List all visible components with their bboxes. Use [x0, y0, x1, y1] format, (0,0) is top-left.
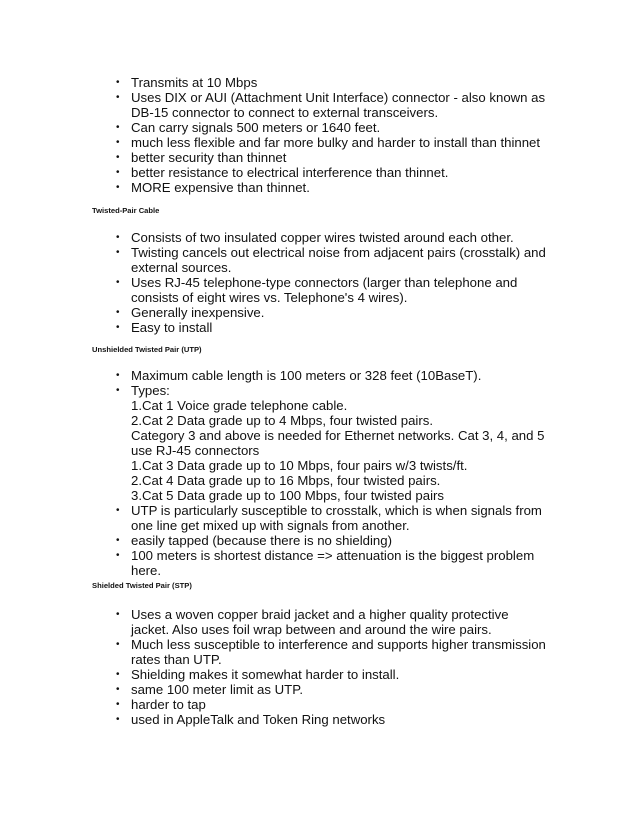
bullet-icon: •	[116, 535, 120, 546]
list-item	[116, 503, 546, 533]
bullet-icon: •	[116, 505, 120, 516]
list-item-text: Uses RJ-45 telephone-type connectors (larger than telephone and consists of eight wires vs. Telephone's 4 wires).	[131, 275, 518, 305]
list-item	[116, 180, 546, 195]
list-item-text: easily tapped (because there is no shielding)	[131, 533, 392, 548]
list-item-text: much less flexible and far more bulky and harder to install than thinnet	[131, 135, 541, 150]
bullet-icon: •	[116, 122, 120, 133]
thicknet-list	[116, 75, 546, 195]
list-item	[116, 533, 546, 548]
bullet-icon: •	[116, 684, 120, 695]
list-item	[116, 305, 546, 320]
list-item	[116, 245, 546, 275]
list-item	[116, 120, 546, 135]
stp-list	[116, 607, 546, 727]
list-item	[116, 165, 546, 180]
list-item-text: Uses a woven copper braid jacket and a higher quality protective jacket. Also uses foil wrap between and around the wire pairs.	[131, 607, 509, 637]
list-item-text: better security than thinnet	[131, 150, 287, 165]
bullet-icon: •	[116, 322, 120, 333]
bullet-icon: •	[116, 167, 120, 178]
list-item-text: better resistance to electrical interference than thinnet.	[131, 165, 449, 180]
list-item	[116, 682, 546, 697]
bullet-icon: •	[116, 385, 120, 396]
cable-category-line: 2.Cat 4 Data grade up to 16 Mbps, four twisted pairs.	[131, 473, 441, 488]
bullet-icon: •	[116, 232, 120, 243]
list-item-text: Uses DIX or AUI (Attachment Unit Interface) connector - also known as DB-15 connector to connect to external transceivers.	[131, 90, 546, 120]
section-heading-utp: Unshielded Twisted Pair (UTP)	[92, 345, 202, 354]
list-item	[116, 368, 546, 383]
list-item	[116, 637, 546, 667]
bullet-icon: •	[116, 609, 120, 620]
list-item-text: Types:	[131, 383, 170, 398]
bullet-icon: •	[116, 277, 120, 288]
list-item	[116, 320, 546, 335]
list-item	[116, 75, 546, 90]
list-item-text: UTP is particularly susceptible to crosstalk, which is when signals from one line get mixed up with signals from another.	[131, 503, 542, 533]
list-item	[116, 667, 546, 682]
bullet-icon: •	[116, 370, 120, 381]
list-item-text: used in AppleTalk and Token Ring networks	[131, 712, 386, 727]
list-item	[116, 383, 546, 503]
list-item-text: Twisting cancels out electrical noise from adjacent pairs (crosstalk) and external sources.	[131, 245, 546, 275]
bullet-icon: •	[116, 152, 120, 163]
bullet-icon: •	[116, 182, 120, 193]
list-item	[116, 135, 546, 150]
list-item-text: Easy to install	[131, 320, 213, 335]
bullet-icon: •	[116, 137, 120, 148]
list-item-text: 100 meters is shortest distance => attenuation is the biggest problem here.	[131, 548, 535, 578]
bullet-icon: •	[116, 77, 120, 88]
list-item-text: MORE expensive than thinnet.	[131, 180, 310, 195]
section-heading-stp: Shielded Twisted Pair (STP)	[92, 581, 192, 590]
cable-category-line: 1.Cat 3 Data grade up to 10 Mbps, four pairs w/3 twists/ft.	[131, 458, 468, 473]
cable-category-line: Category 3 and above is needed for Ethernet networks. Cat 3, 4, and 5 use RJ-45 connectors	[131, 428, 545, 458]
twisted-pair-list	[116, 230, 546, 335]
utp-list	[116, 368, 546, 578]
bullet-icon: •	[116, 639, 120, 650]
list-item	[116, 548, 546, 578]
section-heading-twisted-pair: Twisted-Pair Cable	[92, 206, 160, 215]
list-item-text: Shielding makes it somewhat harder to install.	[131, 667, 400, 682]
bullet-icon: •	[116, 92, 120, 103]
cable-category-line: 3.Cat 5 Data grade up to 100 Mbps, four twisted pairs	[131, 488, 445, 503]
cable-category-line: 1.Cat 1 Voice grade telephone cable.	[131, 398, 348, 413]
list-item	[116, 275, 546, 305]
bullet-icon: •	[116, 669, 120, 680]
list-item-text: Can carry signals 500 meters or 1640 feet.	[131, 120, 381, 135]
list-item	[116, 90, 546, 120]
list-item	[116, 150, 546, 165]
list-item-text: same 100 meter limit as UTP.	[131, 682, 303, 697]
bullet-icon: •	[116, 714, 120, 725]
list-item	[116, 712, 546, 727]
list-item-text: Maximum cable length is 100 meters or 328 feet (10BaseT).	[131, 368, 482, 383]
list-item	[116, 607, 546, 637]
bullet-icon: •	[116, 699, 120, 710]
bullet-icon: •	[116, 550, 120, 561]
list-item-text: Much less susceptible to interference and supports higher transmission rates than UTP.	[131, 637, 546, 667]
bullet-icon: •	[116, 307, 120, 318]
list-item-text: Transmits at 10 Mbps	[131, 75, 258, 90]
list-item-text: harder to tap	[131, 697, 206, 712]
cable-category-line: 2.Cat 2 Data grade up to 4 Mbps, four twisted pairs.	[131, 413, 434, 428]
bullet-icon: •	[116, 247, 120, 258]
list-item	[116, 230, 546, 245]
list-item-text: Consists of two insulated copper wires twisted around each other.	[131, 230, 514, 245]
list-item-text: Generally inexpensive.	[131, 305, 265, 320]
list-item	[116, 697, 546, 712]
